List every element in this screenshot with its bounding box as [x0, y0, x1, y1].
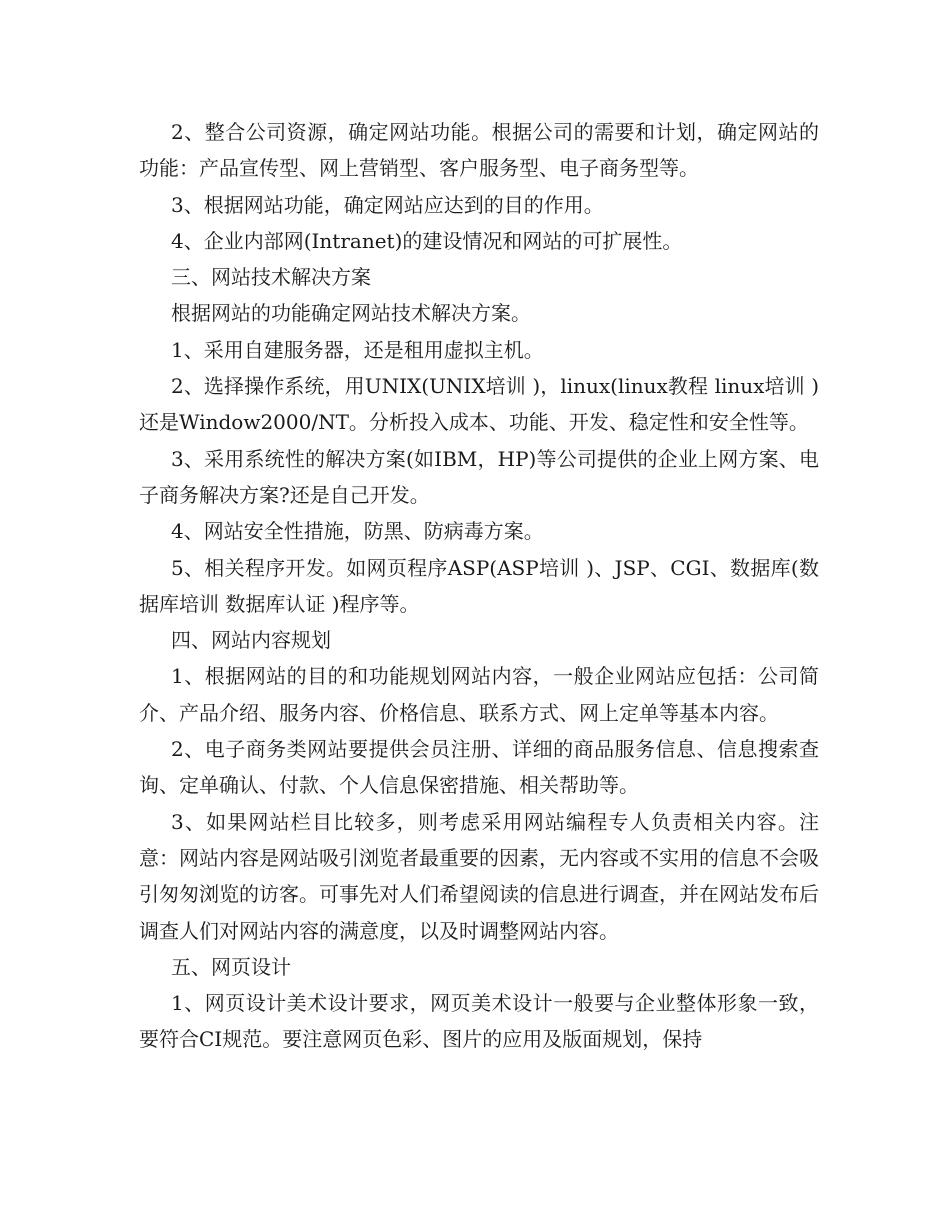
heading-section3: 三、网站技术解决方案	[171, 265, 371, 290]
paragraph-section4-item3: 3、如果网站栏目比较多，则考虑采用网站编程专人负责相关内容。注意：网站内容是网站吸引浏览者最重要的因素，无内容或不实用的信息不会吸引匆匆浏览的访客。可事先对人们希望阅读的信息进行调查，并在网站发布后调查人们对网站内容的满意度，以及时调整网站内容。	[139, 809, 819, 943]
paragraph-section2-item3: 3、根据网站功能，确定网站应达到的目的作用。	[171, 192, 604, 217]
paragraph-section5-item1: 1、网页设计美术设计要求，网页美术设计一般要与企业整体形象一致，要符合CI规范。要注意网页色彩、图片的应用及版面规划，保持	[139, 991, 819, 1052]
heading-section5: 五、网页设计	[171, 954, 291, 979]
paragraph-section3-item1: 1、采用自建服务器，还是租用虚拟主机。	[171, 337, 544, 362]
document-page	[139, 114, 819, 1058]
paragraph-section3-item3: 3、采用系统性的解决方案(如IBM，HP)等公司提供的企业上网方案、电子商务解决方案?还是自己开发。	[139, 446, 819, 507]
paragraph-section3-intro: 根据网站的功能确定网站技术解决方案。	[171, 301, 531, 326]
heading-section4: 四、网站内容规划	[171, 628, 331, 653]
paragraph-section4-item1: 1、根据网站的目的和功能规划网站内容，一般企业网站应包括：公司简介、产品介绍、服务内容、价格信息、联系方式、网上定单等基本内容。	[139, 664, 819, 725]
paragraph-section3-item4: 4、网站安全性措施，防黑、防病毒方案。	[171, 519, 544, 544]
paragraph-section2-item4: 4、企业内部网(Intranet)的建设情况和网站的可扩展性。	[171, 228, 683, 253]
paragraph-section4-item2: 2、电子商务类网站要提供会员注册、详细的商品服务信息、信息搜索查询、定单确认、付款、个人信息保密措施、相关帮助等。	[139, 737, 819, 798]
paragraph-section2-item2: 2、整合公司资源，确定网站功能。根据公司的需要和计划，确定网站的功能：产品宣传型、网上营销型、客户服务型、电子商务型等。	[139, 120, 819, 181]
paragraph-section3-item5: 5、相关程序开发。如网页程序ASP(ASP培训 )、JSP、CGI、数据库(数据库培训 数据库认证 )程序等。	[139, 555, 819, 616]
paragraph-section3-item2: 2、选择操作系统，用UNIX(UNIX培训 )，linux(linux教程 linux培训 )还是Window2000/NT。分析投入成本、功能、开发、稳定性和安全性等。	[139, 374, 819, 435]
